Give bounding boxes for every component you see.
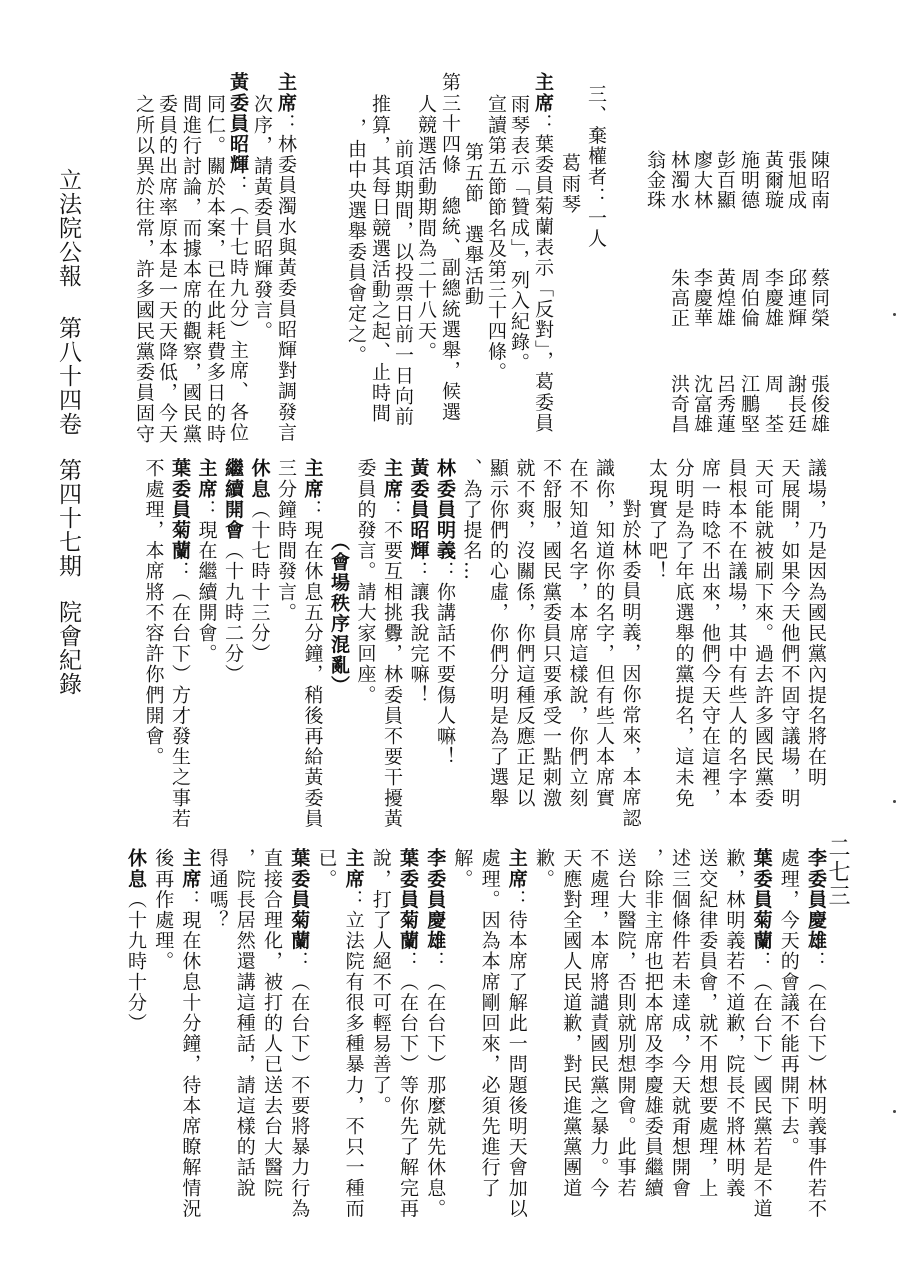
header-issue: 第四十七期 <box>55 458 81 578</box>
text-line: 主席：現在繼續開會。 <box>195 458 218 665</box>
text-line: 已。 <box>315 848 338 890</box>
text-line: 解。 <box>451 848 474 890</box>
text-line: 葉委員菊蘭：（在台下）等你先了解完再 <box>397 848 419 1219</box>
margin-dot <box>893 313 896 316</box>
text-line: 天可能就被刷下來。過去許多國民黨委 <box>752 458 774 809</box>
voter-name: 江鵬堅 <box>738 374 760 434</box>
text-line: 休息（十九時十分） <box>125 848 147 1034</box>
voter-name: 朱高正 <box>668 268 690 328</box>
text-line: 主席：立法院有很多種暴力，不只一種而 <box>342 848 365 1219</box>
text-line: 休息（十七時十三分） <box>248 458 271 665</box>
voter-name: 陳昭南 <box>808 150 830 210</box>
text-line: 宣讀第五節節名及第三十四條。 <box>485 94 507 383</box>
voter-name: 林濁水 <box>668 150 690 210</box>
voter-name: 邱連輝 <box>785 268 807 328</box>
text-line: 對於林委員明義，因你常來，本席認 <box>619 478 642 829</box>
text-line: 員根本不在議場，其中有些人的名字本 <box>725 458 748 809</box>
voter-name: 張俊雄 <box>808 374 830 434</box>
text-line: 送台大醫院，否則就別想開會。此事若 <box>614 848 637 1199</box>
voter-name: 彭百顯 <box>714 150 736 210</box>
page-number: 二七三 <box>825 836 850 908</box>
text-line: 、為了提名… <box>460 458 483 582</box>
text-line: 黃委員昭輝：讓我說完嘛！ <box>407 458 430 706</box>
voter-name: 沈富雄 <box>691 374 713 434</box>
text-line: 在不知道名字，本席這樣說，你們立刻 <box>566 458 589 809</box>
text-line: 顯示你們的心虛，你們分明是為了選舉 <box>487 458 509 809</box>
text-line: 天應對全國人民道歉，對民進黨黨團道 <box>560 848 583 1199</box>
text-line: ，除非主席也把本席及李慶雄委員繼續 <box>641 848 664 1199</box>
text-line: 識你，知道你的名字，但有些人本席實 <box>593 458 615 809</box>
voter-name: 張旭成 <box>785 150 807 210</box>
text-line: 李委員慶雄：（在台下）那麼就先休息。 <box>424 848 447 1219</box>
text-line: 雨琴表示「贊成」，列入紀錄。 <box>508 94 530 373</box>
text-line: 李委員慶雄：（在台下）林明義事件若不 <box>805 848 827 1219</box>
text-line: 第五節 選舉活動 <box>462 142 484 307</box>
text-line: 之所以異於往常，許多國民黨委員固守 <box>133 94 155 445</box>
voter-name: 洪奇昌 <box>668 374 690 434</box>
header-section: 院會紀錄 <box>55 600 81 696</box>
voter-name: 翁金珠 <box>644 150 666 210</box>
voter-name: 呂秀蓮 <box>714 374 736 434</box>
text-line: 繼續開會（十九時二分） <box>222 458 244 685</box>
text-line: 推算，其每日競選活動之起、止時間 <box>369 94 391 424</box>
text-line: 說，打了人絕不可輕易善了。 <box>369 848 392 1116</box>
text-line: 議場，乃是因為國民黨內提名將在明 <box>805 458 827 788</box>
text-line: 同仁。關於本案，已在此耗費多日的時 <box>204 94 226 445</box>
text-line: 葉委員菊蘭：（在台下）方才發生之事若 <box>169 458 191 829</box>
text-line: 不舒服，國民黨委員只要承受一點刺激 <box>540 458 562 809</box>
running-header <box>52 168 85 696</box>
voter-name: 謝長廷 <box>785 374 807 434</box>
text-line: 述三個條件若未達成，今天就甭想開會 <box>669 848 691 1199</box>
text-line: 直接合理化，被打的人已送去台大醫院 <box>261 848 283 1199</box>
text-line: 太現實了吧！ <box>646 458 668 582</box>
text-line: ，院長居然還講這種話，請這樣的話說 <box>233 848 256 1199</box>
text-line: 不處理，本席將譴責國民黨之暴力。今 <box>587 848 610 1199</box>
voter-name: 李慶華 <box>691 268 713 328</box>
text-line: 委員的發言。請大家回座。 <box>354 458 377 706</box>
text-line: 葛雨琴 <box>559 132 581 215</box>
text-line: 得通嗎？ <box>206 848 229 931</box>
text-line: 間進行討論，而據本席的觀察，國民黨 <box>180 94 202 445</box>
voter-name: 施明德 <box>738 150 760 210</box>
text-line: 黃委員昭輝：（十七時九分）主席、各位 <box>227 72 249 443</box>
text-line: 主席：現在休息十分鐘，待本席瞭解情況 <box>179 848 202 1219</box>
text-line: 主席：待本席了解此一問題後明天會加以 <box>505 848 528 1219</box>
margin-dot <box>893 800 896 803</box>
text-line: 葉委員菊蘭：（在台下）不要將暴力行為 <box>288 848 311 1219</box>
text-line: 歉，林明義若不道歉，院長不將林明義 <box>723 848 746 1199</box>
header-publication: 立法院公報 <box>55 168 81 288</box>
text-line: 就不爽，沒關係，你們這種反應正足以 <box>513 458 536 809</box>
margin-dot <box>893 1110 896 1113</box>
text-line: ，由中央選舉委員會定之。 <box>345 118 367 366</box>
text-line: 主席：林委員濁水與黃委員昭輝對調發言 <box>275 72 297 443</box>
text-line: 分明是為了年底選舉的黨提名，這未免 <box>672 458 695 809</box>
header-volume: 第八十四卷 <box>55 316 81 436</box>
text-line: 處理，今天的會議不能再開下去。 <box>777 848 800 1157</box>
voter-name: 周伯倫 <box>738 268 760 328</box>
text-line: 歉。 <box>533 848 555 890</box>
voter-name: 蔡同榮 <box>808 268 830 328</box>
voter-name: 黃煌雄 <box>714 268 736 328</box>
text-line: 委員的出席率原本是一天天降低，今天 <box>156 94 178 445</box>
voter-name: 廖大林 <box>691 150 713 210</box>
text-line: 主席：不要互相挑釁，林委員不要干擾黃 <box>381 458 403 829</box>
text-line: 後再作處理。 <box>152 848 175 972</box>
text-line: 不處理，本席將不容許你們開會。 <box>142 458 165 767</box>
voter-name: 周 荃 <box>762 374 784 434</box>
text-line: 三分鐘時間發言。 <box>275 458 297 623</box>
text-line: 第三十四條 總統、副總統選舉，候選 <box>439 72 461 423</box>
text-line: 天展開，如果今天他們不固守議場，明 <box>778 458 801 809</box>
voter-name: 黃爾璇 <box>762 150 784 210</box>
voter-name: 李慶雄 <box>762 268 784 328</box>
text-line: 主席：葉委員菊蘭表示「反對」，葛委員 <box>532 72 554 434</box>
text-line: 次序，請黃委員昭輝發言。 <box>251 94 273 342</box>
text-line: 人競選活動期間為二十八天。 <box>415 94 437 362</box>
text-line: 席一時唸不出來，他們今天守在這裡， <box>699 458 721 809</box>
text-line: 處理。因為本席剛回來，必須先進行了 <box>478 848 501 1199</box>
text-line: 林委員明義：你講話不要傷人嘛！ <box>434 458 456 767</box>
text-line: 送交紀律委員會，就不用想要處理，上 <box>696 848 719 1199</box>
text-line: 三、棄權者：一人 <box>585 84 607 249</box>
text-line: 前項期間，以投票日前一日向前 <box>392 118 414 427</box>
text-line: （會場秩序混亂） <box>328 520 350 696</box>
text-line: 主席：現在休息五分鐘，稍後再給黃委員 <box>301 458 324 829</box>
text-line: 葉委員菊蘭：（在台下）國民黨若是不道 <box>750 848 773 1219</box>
